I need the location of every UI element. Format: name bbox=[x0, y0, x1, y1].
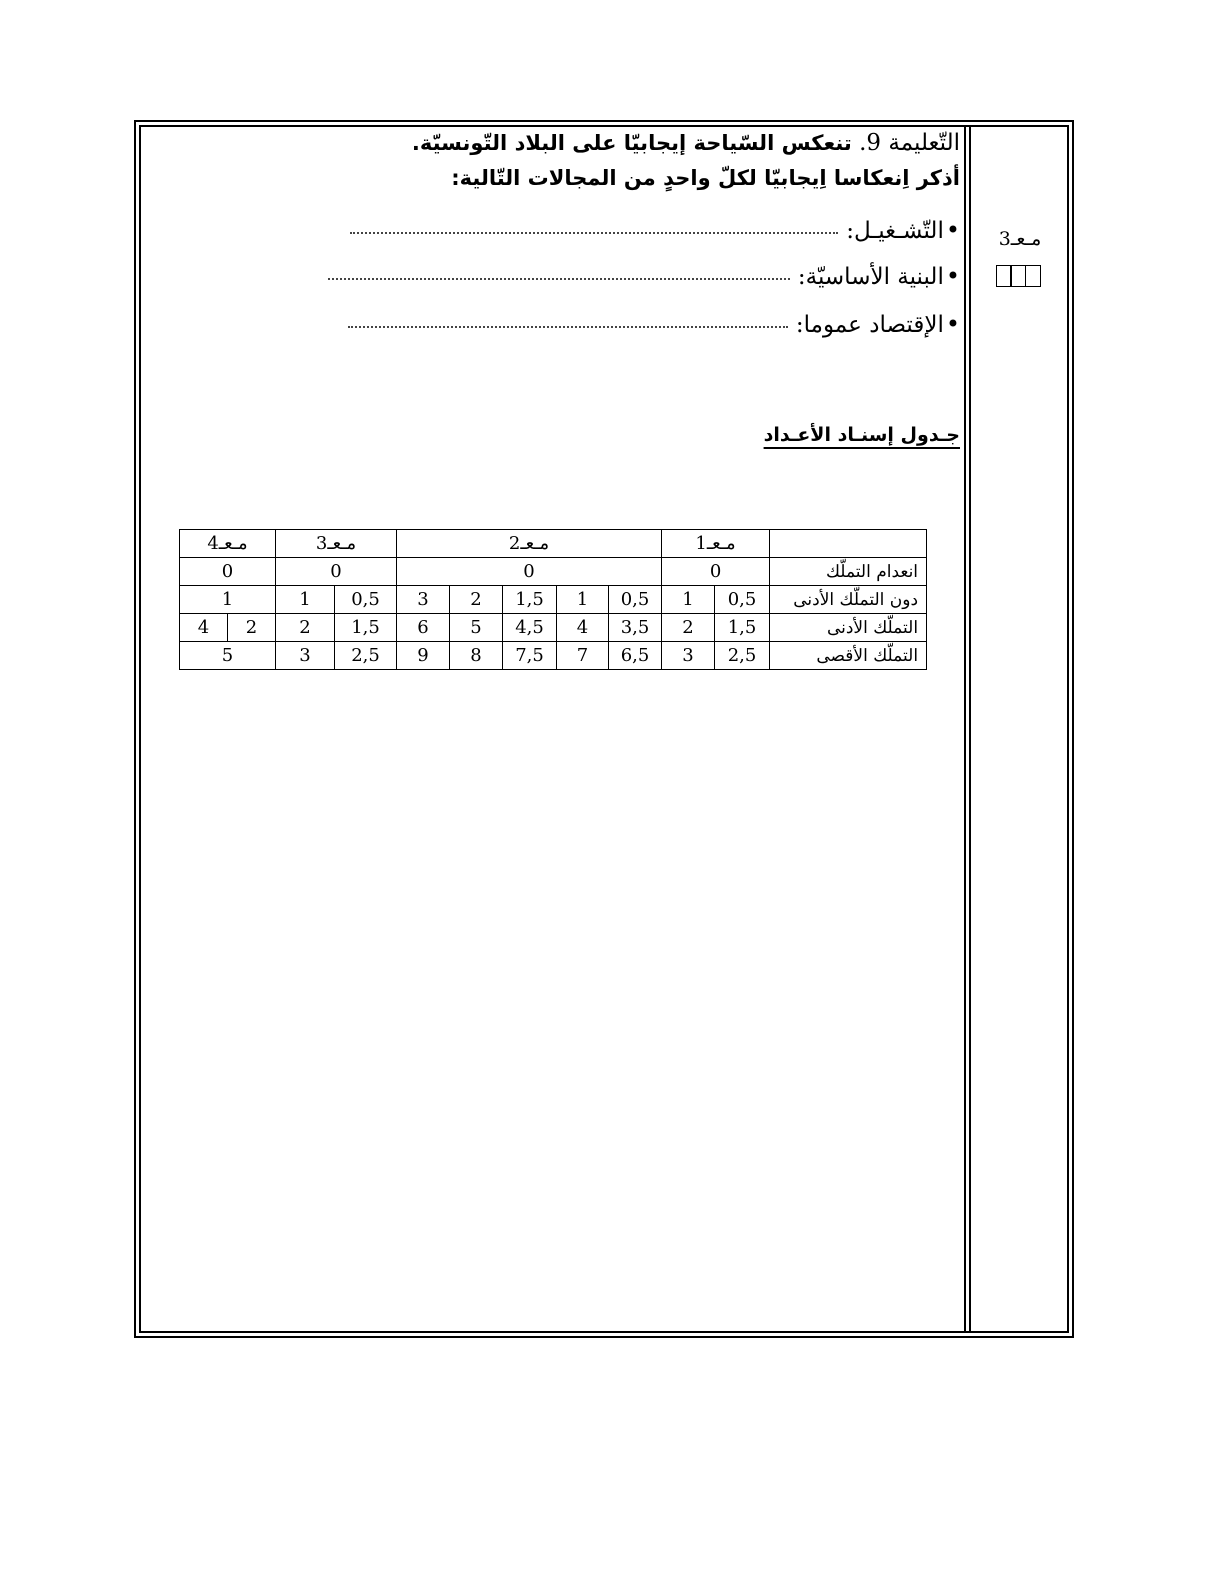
margin-divider bbox=[964, 125, 966, 1333]
table-cell: 1 bbox=[557, 586, 609, 614]
grading-table-title: جـدول إسنـاد الأعـداد bbox=[763, 424, 960, 446]
table-row-label: التملّك الأدنى bbox=[770, 614, 927, 642]
table-cell: 4,5 bbox=[503, 614, 557, 642]
answer-line[interactable] bbox=[350, 231, 838, 234]
table-cell: 4 bbox=[180, 614, 228, 642]
table-cell: 3 bbox=[276, 642, 335, 670]
answer-item-label: البنية الأساسيّة: bbox=[797, 264, 944, 290]
table-row bbox=[180, 558, 927, 586]
table-cell: 2 bbox=[228, 614, 276, 642]
table-cell: 2 bbox=[276, 614, 335, 642]
table-row bbox=[180, 530, 927, 558]
question-statement: تنعكس السّياحة إيجابيّا على البلاد التّونسيّة. bbox=[411, 131, 852, 155]
table-cell: 0 bbox=[276, 558, 397, 586]
answer-item bbox=[328, 262, 960, 290]
table-cell: 0 bbox=[397, 558, 662, 586]
question-number: التّعليمة 9. bbox=[859, 130, 960, 156]
answer-item bbox=[348, 310, 960, 338]
table-row-label: التملّك الأقصى bbox=[770, 642, 927, 670]
table-cell: 0,5 bbox=[715, 586, 770, 614]
table-header-cell: مـعـ3 bbox=[276, 530, 397, 558]
table-cell: 3 bbox=[662, 642, 715, 670]
table-cell: 0 bbox=[662, 558, 770, 586]
table-cell: 2 bbox=[450, 586, 503, 614]
table-row bbox=[180, 586, 927, 614]
table-cell: 7 bbox=[557, 642, 609, 670]
table-row bbox=[180, 642, 927, 670]
table-cell: 0,5 bbox=[609, 586, 662, 614]
bullet-icon: • bbox=[945, 216, 960, 244]
page-frame-inner bbox=[139, 125, 1069, 1333]
question-instruction: أذكر اِنعكاسا اِيجابيّا لكلّ واحدٍ من المجالات التّالية: bbox=[451, 166, 960, 190]
criterion-label: مـعـ3 bbox=[998, 228, 1042, 250]
answer-item-label: الإقتصاد عموما: bbox=[795, 312, 944, 338]
table-cell: 6 bbox=[397, 614, 450, 642]
table-cell: 7,5 bbox=[503, 642, 557, 670]
table-row bbox=[180, 614, 927, 642]
table-cell: 1,5 bbox=[335, 614, 397, 642]
table-cell: 0,5 bbox=[335, 586, 397, 614]
table-cell: 4 bbox=[557, 614, 609, 642]
table-cell: 2,5 bbox=[715, 642, 770, 670]
grading-table bbox=[179, 529, 927, 670]
answer-line[interactable] bbox=[328, 277, 790, 280]
table-cell: 2 bbox=[662, 614, 715, 642]
table-cell: 5 bbox=[180, 642, 276, 670]
table-row-label: انعدام التملّك bbox=[770, 558, 927, 586]
answer-item-label: التّشـغيـل: bbox=[846, 218, 944, 244]
table-cell: 0 bbox=[180, 558, 276, 586]
table-cell: 1,5 bbox=[503, 586, 557, 614]
table-corner-cell bbox=[770, 530, 927, 558]
table-cell: 2,5 bbox=[335, 642, 397, 670]
table-header-cell: مـعـ1 bbox=[662, 530, 770, 558]
table-cell: 1,5 bbox=[715, 614, 770, 642]
score-boxes bbox=[997, 265, 1041, 287]
table-cell: 9 bbox=[397, 642, 450, 670]
table-cell: 1 bbox=[662, 586, 715, 614]
answer-line[interactable] bbox=[348, 325, 788, 328]
table-cell: 3 bbox=[397, 586, 450, 614]
question-heading bbox=[412, 130, 960, 156]
table-cell: 8 bbox=[450, 642, 503, 670]
answer-item bbox=[350, 216, 960, 244]
margin-divider-second bbox=[969, 125, 971, 1333]
table-cell: 1 bbox=[276, 586, 335, 614]
table-header-cell: مـعـ2 bbox=[397, 530, 662, 558]
table-cell: 5 bbox=[450, 614, 503, 642]
score-box[interactable] bbox=[1025, 265, 1041, 287]
table-cell: 1 bbox=[180, 586, 276, 614]
table-header-cell: مـعـ4 bbox=[180, 530, 276, 558]
bullet-icon: • bbox=[945, 262, 960, 290]
table-cell: 3,5 bbox=[609, 614, 662, 642]
bullet-icon: • bbox=[945, 310, 960, 338]
table-row-label: دون التملّك الأدنى bbox=[770, 586, 927, 614]
table-cell: 6,5 bbox=[609, 642, 662, 670]
